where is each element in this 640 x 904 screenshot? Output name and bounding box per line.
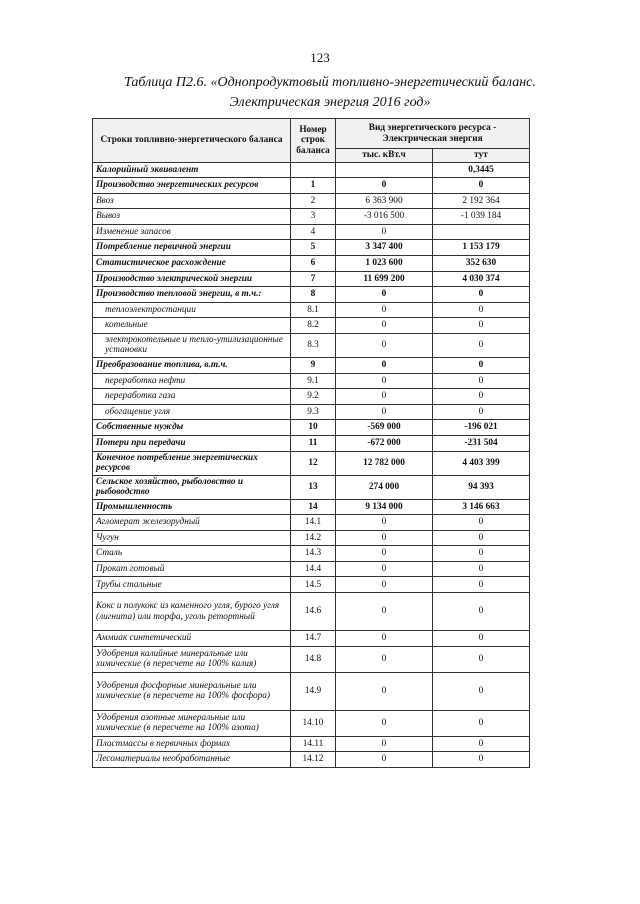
table-row [93,163,530,178]
row-label: Пластмассы в первичных формах [93,736,291,752]
table-row [93,451,530,475]
value-kwh: 0 [336,561,433,577]
value-kwh: 0 [336,302,433,318]
header-resource-type: Вид энергетического ресурса - Электрическая энергия [336,119,530,149]
table-row [93,271,530,287]
value-kwh: 274 000 [336,475,433,499]
row-label: Вывоз [93,209,291,225]
row-number: 14.12 [291,752,336,768]
header-row-label: Строки топливно-энергетического баланса [93,119,291,163]
value-tut: 0 [433,318,530,334]
value-tut: 3 146 663 [433,499,530,515]
row-label: Сталь [93,546,291,562]
row-number: 14.9 [291,672,336,710]
table-row [93,515,530,531]
table-row [93,318,530,334]
row-label: Лесоматериалы необработанные [93,752,291,768]
value-kwh: 11 699 200 [336,271,433,287]
row-label: Удобрения азотные минеральные или химические (в пересчете на 100% азота) [93,710,291,736]
row-number [291,163,336,178]
value-kwh: 0 [336,710,433,736]
table-row [93,710,530,736]
row-number: 8.2 [291,318,336,334]
value-kwh: 0 [336,373,433,389]
row-label: Потери при передачи [93,435,291,451]
value-kwh: 0 [336,646,433,672]
row-number: 4 [291,224,336,240]
row-number: 5 [291,240,336,256]
table-row [93,752,530,768]
value-tut: 0 [433,287,530,303]
table-row [93,255,530,271]
value-tut: 4 030 374 [433,271,530,287]
table-row [93,373,530,389]
value-tut: 0 [433,178,530,194]
row-number: 8.3 [291,333,336,357]
row-number: 11 [291,435,336,451]
table-title [60,73,600,113]
table-row [93,420,530,436]
table-row [93,631,530,647]
value-tut: 0 [433,631,530,647]
balance-table [92,118,530,768]
value-tut: 0 [433,710,530,736]
row-number: 2 [291,193,336,209]
row-number: 9.3 [291,404,336,420]
value-tut: 2 192 364 [433,193,530,209]
row-number: 9.1 [291,373,336,389]
value-kwh: 0 [336,404,433,420]
value-kwh: 9 134 000 [336,499,433,515]
value-tut: 0 [433,373,530,389]
table-row [93,193,530,209]
row-number: 8.1 [291,302,336,318]
value-kwh: 6 363 900 [336,193,433,209]
table-row [93,646,530,672]
table-row [93,404,530,420]
value-tut: -1 039 184 [433,209,530,225]
row-label: Конечное потребление энергетических ресурсов [93,451,291,475]
row-label: Агломерат железорудный [93,515,291,531]
row-number: 14.8 [291,646,336,672]
header-row-number: Номер строк баланса [291,119,336,163]
table-row [93,224,530,240]
table-row [93,435,530,451]
value-tut: 0 [433,561,530,577]
row-label: Изменение запасов [93,224,291,240]
value-kwh: 0 [336,318,433,334]
value-kwh: 0 [336,672,433,710]
row-label: теплоэлектростанции [93,302,291,318]
row-number: 9.2 [291,389,336,405]
table-row [93,389,530,405]
value-kwh: -569 000 [336,420,433,436]
row-number: 14.4 [291,561,336,577]
value-kwh: -672 000 [336,435,433,451]
value-kwh: 0 [336,577,433,593]
value-kwh: 0 [336,389,433,405]
table-row [93,240,530,256]
row-label: переработка нефти [93,373,291,389]
row-number: 14.1 [291,515,336,531]
row-label: Собственные нужды [93,420,291,436]
value-tut: 0 [433,302,530,318]
row-number: 6 [291,255,336,271]
value-kwh: 0 [336,287,433,303]
table-row [93,287,530,303]
table-row [93,672,530,710]
title-line-1: Таблица П2.6. «Однопродуктовый топливно-энергетический баланс. [124,75,536,90]
row-number: 14.3 [291,546,336,562]
row-number: 7 [291,271,336,287]
value-tut: 0 [433,646,530,672]
value-tut: 0 [433,357,530,373]
row-label: Производство электрической энергии [93,271,291,287]
table-row [93,577,530,593]
row-label: Производство тепловой энергии, в т.ч.: [93,287,291,303]
row-number: 12 [291,451,336,475]
table-row [93,475,530,499]
row-number: 8 [291,287,336,303]
row-label: Сельское хозяйство, рыболовство и рыбоводство [93,475,291,499]
table-row [93,593,530,631]
row-number: 14.11 [291,736,336,752]
row-label: Калорийный эквивалент [93,163,291,178]
row-number: 13 [291,475,336,499]
row-label: электрокотельные и тепло-утилизационные установки [93,333,291,357]
table-row [93,302,530,318]
value-kwh: 0 [336,736,433,752]
value-tut: 0 [433,672,530,710]
row-number: 14.7 [291,631,336,647]
row-label: Производство энергетических ресурсов [93,178,291,194]
row-number: 1 [291,178,336,194]
value-tut: 0 [433,593,530,631]
value-kwh: 0 [336,224,433,240]
row-label: Аммиак синтетический [93,631,291,647]
header-unit-tut: тут [433,149,530,163]
value-tut: 0 [433,333,530,357]
value-kwh: 0 [336,631,433,647]
row-number: 10 [291,420,336,436]
value-tut: 4 403 399 [433,451,530,475]
row-label: переработка газа [93,389,291,405]
value-kwh: 0 [336,178,433,194]
value-tut: 94 393 [433,475,530,499]
row-label: Чугун [93,530,291,546]
value-tut: 0 [433,546,530,562]
value-kwh: 0 [336,515,433,531]
value-kwh: 0 [336,357,433,373]
value-kwh: 0 [336,530,433,546]
header-unit-kwh: тыс. кВт.ч [336,149,433,163]
row-number: 3 [291,209,336,225]
value-tut: 0 [433,389,530,405]
row-number: 9 [291,357,336,373]
value-kwh [336,163,433,178]
value-kwh: -3 016 500 [336,209,433,225]
value-kwh: 0 [336,546,433,562]
row-label: Кокс и полукокс из каменного угля, бурого угля (лигнита) или торфа, уголь ретортный [93,593,291,631]
value-tut: -231 504 [433,435,530,451]
row-label: Преобразование топлива, в.т.ч. [93,357,291,373]
row-label: Прокат готовый [93,561,291,577]
value-tut: 0 [433,530,530,546]
value-kwh: 3 347 400 [336,240,433,256]
table-row [93,546,530,562]
table-row [93,357,530,373]
row-label: Удобрения калийные минеральные или химические (в пересчете на 100% калия) [93,646,291,672]
row-label: Ввоз [93,193,291,209]
table-row [93,530,530,546]
row-number: 14.5 [291,577,336,593]
row-label: Промышленность [93,499,291,515]
row-label: обогащение угля [93,404,291,420]
value-tut: 0 [433,515,530,531]
row-number: 14 [291,499,336,515]
value-tut: 0 [433,404,530,420]
table-row [93,561,530,577]
value-tut: 0,3445 [433,163,530,178]
value-tut: 352 630 [433,255,530,271]
row-label: Трубы стальные [93,577,291,593]
value-kwh: 0 [336,752,433,768]
value-kwh: 0 [336,333,433,357]
value-tut: 1 153 179 [433,240,530,256]
page-number: 123 [310,50,330,65]
row-label: Удобрения фосфорные минеральные или химические (в пересчете на 100% фосфора) [93,672,291,710]
value-tut [433,224,530,240]
table-row [93,178,530,194]
value-tut: 0 [433,736,530,752]
table-row [93,209,530,225]
row-label: Потребление первичной энергии [93,240,291,256]
row-label: котельные [93,318,291,334]
value-tut: -196 021 [433,420,530,436]
table-row [93,736,530,752]
row-number: 14.6 [291,593,336,631]
value-kwh: 1 023 600 [336,255,433,271]
row-label: Статистическое расхождение [93,255,291,271]
value-kwh: 12 782 000 [336,451,433,475]
row-number: 14.2 [291,530,336,546]
row-number: 14.10 [291,710,336,736]
title-line-2: Электрическая энергия 2016 год» [229,95,431,110]
table-row [93,333,530,357]
table-row [93,499,530,515]
value-kwh: 0 [336,593,433,631]
value-tut: 0 [433,577,530,593]
value-tut: 0 [433,752,530,768]
